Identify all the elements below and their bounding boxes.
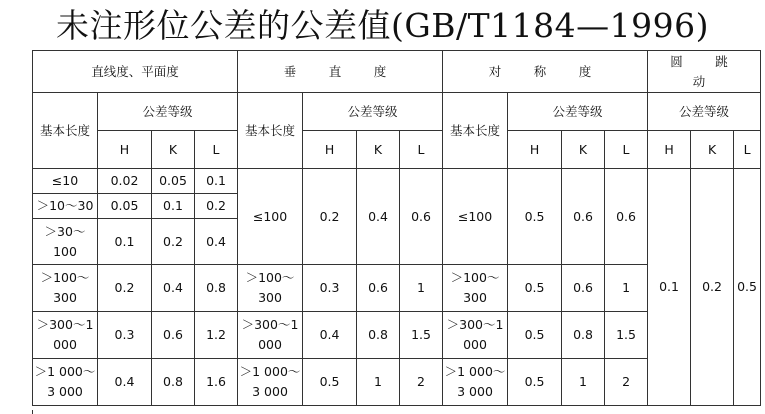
length-cell: ＞1 000～3 000: [443, 359, 508, 406]
value-cell: 0.3: [98, 312, 152, 359]
header-symmetry: 对 称 度: [443, 51, 648, 93]
length-cell: ≤10: [33, 169, 98, 194]
value-cell: 1: [605, 265, 648, 312]
page-title: 未注形位公差的公差值(GB/T1184—1996): [56, 6, 709, 45]
value-cell: 0.5: [508, 359, 562, 406]
length-cell: ＞10～30: [33, 194, 98, 219]
length-cell: ＞300～1 000: [238, 312, 303, 359]
value-cell: 0.3: [303, 265, 357, 312]
grade-k: K: [152, 131, 195, 169]
value-cell: 0.2: [303, 169, 357, 265]
value-cell: 0.1: [195, 169, 238, 194]
value-cell: 1.6: [195, 359, 238, 406]
length-cell: ＞100～300: [33, 265, 98, 312]
runout-value-k: 0.2: [691, 169, 734, 406]
value-cell: 2: [400, 359, 443, 406]
tolerance-grade-header: 公差等级: [648, 93, 761, 131]
value-cell: 0.6: [605, 169, 648, 265]
value-cell: 0.4: [152, 265, 195, 312]
value-cell: 0.05: [98, 194, 152, 219]
grade-l: L: [605, 131, 648, 169]
value-cell: 0.6: [400, 169, 443, 265]
length-cell: ≤100: [443, 169, 508, 265]
value-cell: 0.6: [562, 265, 605, 312]
value-cell: 0.02: [98, 169, 152, 194]
grade-l: L: [734, 131, 761, 169]
value-cell: 0.5: [508, 169, 562, 265]
length-cell: ＞30～100: [33, 219, 98, 265]
header-runout: 圆 跳 动: [648, 51, 761, 93]
value-cell: 0.2: [195, 194, 238, 219]
value-cell: 1: [562, 359, 605, 406]
value-cell: 0.8: [195, 265, 238, 312]
value-cell: 0.8: [357, 312, 400, 359]
value-cell: 0.8: [562, 312, 605, 359]
grade-k: K: [691, 131, 734, 169]
header-flatness: 直线度、平面度: [33, 51, 238, 93]
value-cell: 0.2: [98, 265, 152, 312]
runout-value-l: 0.5: [734, 169, 761, 406]
length-cell: ＞300～1 000: [443, 312, 508, 359]
grade-h: H: [508, 131, 562, 169]
value-cell: 0.05: [152, 169, 195, 194]
value-cell: 0.8: [152, 359, 195, 406]
value-cell: 0.5: [508, 312, 562, 359]
tolerance-grade-header: 公差等级: [98, 93, 238, 131]
length-cell: ≤100: [238, 169, 303, 265]
value-cell: 2: [605, 359, 648, 406]
tolerance-grade-header: 公差等级: [303, 93, 443, 131]
grade-l: L: [195, 131, 238, 169]
length-cell: ＞1 000～3 000: [238, 359, 303, 406]
grade-k: K: [562, 131, 605, 169]
value-cell: 0.4: [303, 312, 357, 359]
value-cell: 0.1: [152, 194, 195, 219]
tolerance-table: [32, 50, 761, 406]
basic-length-header: 基本长度: [443, 93, 508, 169]
value-cell: 0.4: [98, 359, 152, 406]
grade-k: K: [357, 131, 400, 169]
value-cell: 0.4: [357, 169, 400, 265]
value-cell: 1: [357, 359, 400, 406]
value-cell: 0.4: [195, 219, 238, 265]
length-cell: ＞100～300: [238, 265, 303, 312]
value-cell: 0.6: [357, 265, 400, 312]
value-cell: 0.2: [152, 219, 195, 265]
value-cell: 0.6: [152, 312, 195, 359]
basic-length-header: 基本长度: [33, 93, 98, 169]
value-cell: 1: [400, 265, 443, 312]
value-cell: 0.5: [303, 359, 357, 406]
length-cell: ＞300～1 000: [33, 312, 98, 359]
grade-l: L: [400, 131, 443, 169]
length-cell: ＞100～300: [443, 265, 508, 312]
value-cell: 0.5: [508, 265, 562, 312]
length-cell: ＞1 000～3 000: [33, 359, 98, 406]
runout-value-h: 0.1: [648, 169, 691, 406]
basic-length-header: 基本长度: [238, 93, 303, 169]
header-perpendicularity: 垂 直 度: [238, 51, 443, 93]
value-cell: 1.5: [605, 312, 648, 359]
value-cell: 0.1: [98, 219, 152, 265]
grade-h: H: [303, 131, 357, 169]
tolerance-grade-header: 公差等级: [508, 93, 648, 131]
table-continuation-edge: [32, 410, 98, 414]
value-cell: 1.2: [195, 312, 238, 359]
grade-h: H: [98, 131, 152, 169]
value-cell: 1.5: [400, 312, 443, 359]
value-cell: 0.6: [562, 169, 605, 265]
grade-h: H: [648, 131, 691, 169]
